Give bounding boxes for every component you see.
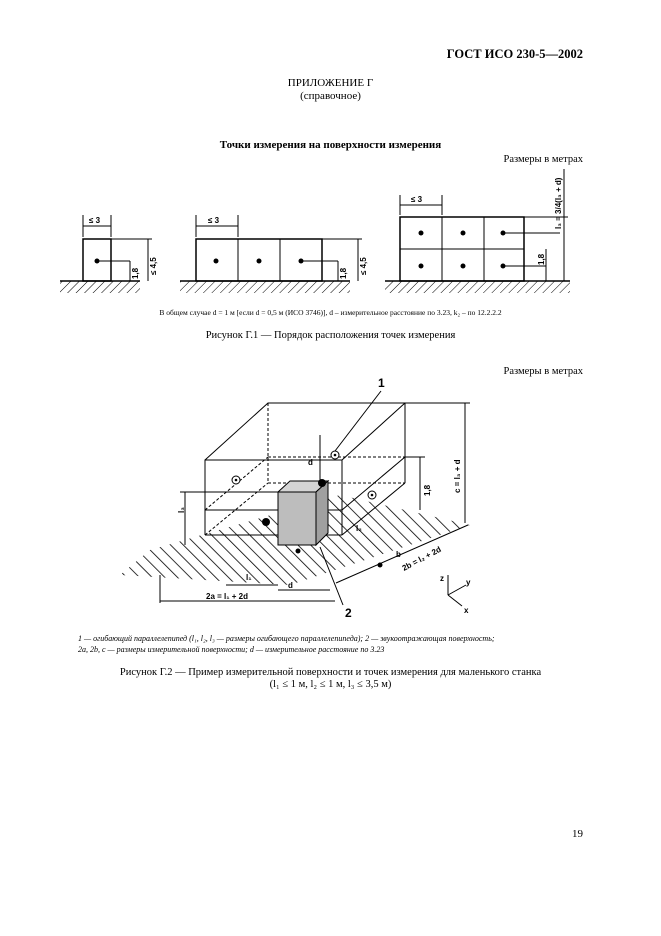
label-b: b xyxy=(396,550,401,559)
label-d-vertical: d xyxy=(308,458,313,467)
figure-2-legend xyxy=(78,633,583,655)
axis-y: y xyxy=(466,578,471,587)
box-grid xyxy=(385,169,570,293)
box-single xyxy=(60,215,158,293)
machine-box xyxy=(278,481,328,545)
units-note-fig2: Размеры в метрах xyxy=(503,366,583,377)
appendix-heading xyxy=(0,77,661,103)
page-number: 19 xyxy=(572,828,583,840)
label-c: c = l₃ + d xyxy=(453,459,462,493)
legend-line-2: 2a, 2b, c — размеры измерительной поверхности; d — измерительное расстояние по 3.23 xyxy=(78,645,385,654)
label-h18-fig2: 1,8 xyxy=(423,484,432,496)
section-title: Точки измерения на поверхности измерения xyxy=(219,139,442,151)
label-le3-b: ≤ 3 xyxy=(208,216,220,225)
label-le3-c: ≤ 3 xyxy=(411,195,423,204)
axes-indicator xyxy=(440,574,471,615)
label-2a: 2a = l₁ + 2d xyxy=(206,592,248,601)
figure-2-diagram xyxy=(0,375,661,620)
appendix-title: ПРИЛОЖЕНИЕ Г xyxy=(287,77,374,89)
appendix-subtitle: (справочное) xyxy=(300,90,361,102)
figure-2-caption: Рисунок Г.2 — Пример измерительной поверхности и точек измерения для маленького станка xyxy=(119,667,542,678)
label-2b: 2b = l₂ + 2d xyxy=(400,544,443,573)
label-h18-b: 1,8 xyxy=(339,267,348,279)
callout-1: 1 xyxy=(378,376,385,390)
callout-2: 2 xyxy=(345,606,352,620)
label-l2: l₂ xyxy=(356,524,362,533)
label-d-horizontal: d xyxy=(288,581,293,590)
label-le45-b: ≤ 4,5 xyxy=(359,257,368,275)
figure-1-note: В общем случае d = 1 м [если d = 0,5 м (ИСО 3746)], d – измерительное расстояние по 3.23, k₂ – по 12.2.2.2 xyxy=(159,308,502,317)
label-le45-a: ≤ 4,5 xyxy=(149,257,158,275)
axis-x: x xyxy=(464,606,469,615)
box-triple xyxy=(180,215,368,293)
units-note-fig1: Размеры в метрах xyxy=(503,154,583,165)
figure-2-caption-sub: (l₁ ≤ 1 м, l₂ ≤ 1 м, l₃ ≤ 3,5 м) xyxy=(269,679,392,690)
label-le3-a: ≤ 3 xyxy=(89,216,101,225)
label-formula: l₃ = 3/4(l₃ + d) xyxy=(554,177,563,229)
figure-1-caption: Рисунок Г.1 — Порядок расположения точек измерения xyxy=(205,330,456,341)
legend-line-1: 1 — огибающий параллелепипед (l₁, l₂, l₃ — размеры огибающего параллелепипеда); 2 — звукоотражающая поверхность; xyxy=(78,634,495,643)
label-h18-c: 1,8 xyxy=(537,253,546,265)
axis-z: z xyxy=(440,574,444,583)
label-l3: l₃ xyxy=(177,507,186,513)
figure-1-diagram xyxy=(0,165,661,305)
label-h18-a: 1,8 xyxy=(131,267,140,279)
label-l1: l₁ xyxy=(246,573,252,582)
document-header: ГОСТ ИСО 230-5—2002 xyxy=(446,47,583,61)
